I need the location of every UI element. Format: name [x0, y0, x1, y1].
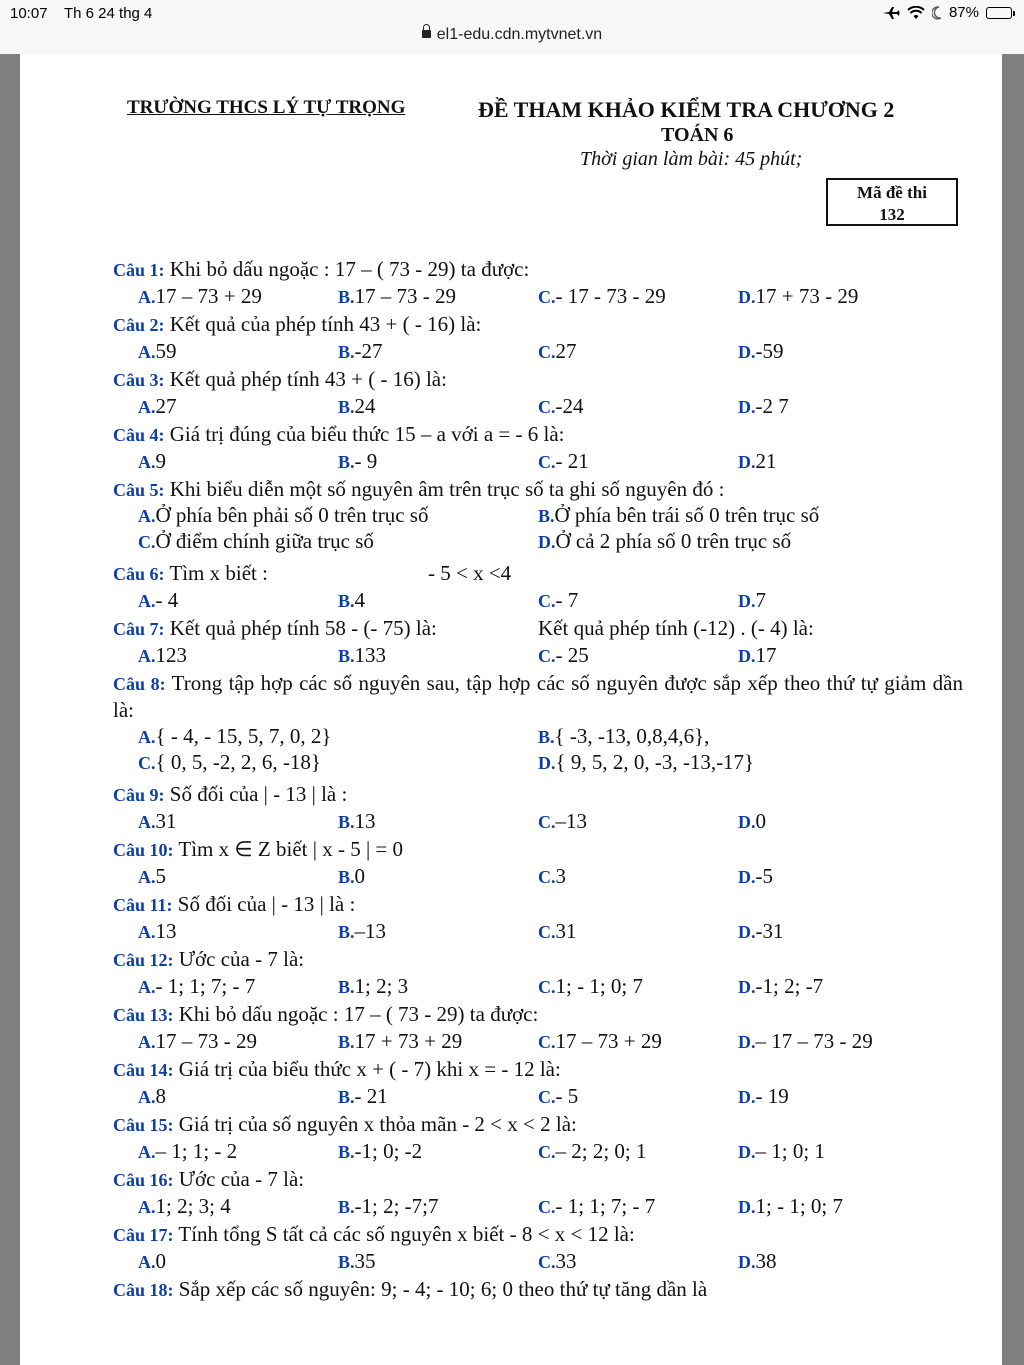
moon-icon: [932, 6, 942, 20]
option-d: D.– 1; 0; 1: [738, 1139, 825, 1163]
question-list: [113, 256, 973, 1302]
battery-percent: 87%: [948, 4, 979, 21]
option-d: D.17: [738, 643, 777, 667]
option-a: A.- 4: [138, 588, 179, 612]
option-b: B.4: [338, 588, 366, 612]
option-a: A.8: [138, 1084, 166, 1108]
question: [113, 670, 973, 781]
status-bar: [0, 0, 1024, 54]
question-text: Tìm x ∈ Z biết | x - 5 | = 0: [173, 837, 403, 861]
option-c: C.– 2; 2; 0; 1: [538, 1139, 647, 1163]
option-b: B.-27: [338, 339, 383, 363]
question-label: Câu 11:: [113, 895, 173, 915]
option-c: C.17 – 73 + 29: [538, 1029, 662, 1053]
question: [113, 1001, 973, 1056]
exam-code-label: Mã đề thi: [857, 183, 927, 202]
option-a: A.1; 2; 3; 4: [138, 1194, 231, 1218]
question-text: Kết quả phép tính 43 + ( - 16) là:: [164, 367, 447, 391]
option-d: D.-31: [738, 919, 784, 943]
status-date: Th 6 24 thg 4: [64, 5, 153, 22]
option-b: B.1; 2; 3: [338, 974, 409, 998]
option-a: A.– 1; 1; - 2: [138, 1139, 238, 1163]
question-text: Giá trị đúng của biểu thức 15 – a với a = - 6 là:: [164, 422, 565, 446]
battery-icon: [986, 7, 1012, 19]
option-d: D.-5: [738, 864, 773, 888]
question-label: Câu 5:: [113, 480, 165, 500]
question-label: Câu 12:: [113, 950, 174, 970]
question-text-2: Kết quả phép tính (-12) . (- 4) là:: [538, 616, 814, 640]
option-a: A.5: [138, 864, 166, 888]
option-c: C.27: [538, 339, 577, 363]
exam-subject: TOÁN 6: [661, 124, 734, 146]
question-text: Kết quả của phép tính 43 + ( - 16) là:: [164, 312, 482, 336]
question: [113, 836, 973, 891]
question: [113, 366, 973, 421]
option-c: C.3: [538, 864, 566, 888]
question: [113, 1166, 973, 1221]
option-c: C.- 1; 1; 7; - 7: [538, 1194, 656, 1218]
airplane-icon: [882, 6, 900, 20]
option-b: B.17 – 73 - 29: [338, 284, 457, 308]
question-label: Câu 15:: [113, 1115, 174, 1135]
question: [113, 946, 973, 1001]
question: [113, 476, 973, 560]
question-label: Câu 13:: [113, 1005, 174, 1025]
exam-code-box: [826, 178, 958, 226]
option-a: A.59: [138, 339, 177, 363]
option-c: C.-24: [538, 394, 584, 418]
question-text: Khi bỏ dấu ngoặc : 17 – ( 73 - 29) ta được:: [173, 1002, 539, 1026]
option-c: C.33: [538, 1249, 577, 1273]
question: [113, 1111, 973, 1166]
question: [113, 1056, 973, 1111]
address-bar[interactable]: [0, 26, 1024, 44]
status-time: 10:07: [10, 5, 48, 22]
question-label: Câu 18:: [113, 1280, 174, 1300]
question: [113, 1221, 973, 1276]
lock-icon: [422, 30, 431, 38]
question-label: Câu 8:: [113, 674, 166, 694]
option-c: C.- 17 - 73 - 29: [538, 284, 666, 308]
question-text: Khi biểu diễn một số nguyên âm trên trục số ta ghi số nguyên đó :: [164, 477, 725, 501]
question-text: Kết quả phép tính 58 - (- 75) là:: [164, 616, 437, 640]
option-c: C.- 21: [538, 449, 589, 473]
status-indicators: [882, 4, 1012, 21]
question: [113, 256, 973, 311]
wifi-icon: [907, 6, 925, 20]
option-a: A.- 1; 1; 7; - 7: [138, 974, 256, 998]
option-b: B.0: [338, 864, 366, 888]
option-c: C.1; - 1; 0; 7: [538, 974, 643, 998]
question-text: Giá trị của số nguyên x thỏa mãn - 2 < x < 2 là:: [173, 1112, 577, 1136]
question: [113, 560, 973, 615]
question-text: Trong tập hợp các số nguyên sau, tập hợp các số nguyên được sắp xếp theo thứ tự giảm dần là:: [113, 671, 963, 722]
option-d: D.– 17 – 73 - 29: [738, 1029, 873, 1053]
option-d: D.7: [738, 588, 766, 612]
document-page: [20, 54, 1002, 1365]
option-d: D.- 19: [738, 1084, 789, 1108]
option-b: B.-1; 0; -2: [338, 1139, 423, 1163]
school-name: TRƯỜNG THCS LÝ TỰ TRỌNG: [127, 97, 406, 118]
option-b: B.13: [338, 809, 376, 833]
option-d: D.{ 9, 5, 2, 0, -3, -13,-17}: [538, 750, 755, 774]
option-c: C.- 5: [538, 1084, 579, 1108]
option-d: D.-59: [738, 339, 784, 363]
question-text: Ước của - 7 là:: [173, 947, 305, 971]
option-a: A.13: [138, 919, 177, 943]
question-text: Sắp xếp các số nguyên: 9; - 4; - 10; 6; 0 theo thứ tự tăng dần là: [173, 1277, 708, 1301]
option-d: D.-2 7: [738, 394, 789, 418]
question-label: Câu 9:: [113, 785, 165, 805]
option-a: A.17 – 73 + 29: [138, 284, 262, 308]
question: [113, 311, 973, 366]
question-label: Câu 14:: [113, 1060, 174, 1080]
option-b: B.Ở phía bên trái số 0 trên trục số: [538, 503, 820, 527]
question-label: Câu 3:: [113, 370, 165, 390]
option-d: D.38: [738, 1249, 777, 1273]
option-c: C.31: [538, 919, 577, 943]
exam-title: ĐỀ THAM KHẢO KIỂM TRA CHƯƠNG 2: [478, 97, 895, 122]
question-text: Tìm x biết :: [164, 561, 268, 585]
question: [113, 1276, 973, 1302]
option-a: A.31: [138, 809, 177, 833]
option-d: D.-1; 2; -7: [738, 974, 824, 998]
option-a: A.27: [138, 394, 177, 418]
option-c: C.- 25: [538, 643, 589, 667]
question-text: Khi bỏ dấu ngoặc : 17 – ( 73 - 29) ta được:: [164, 257, 530, 281]
option-d: D.0: [738, 809, 766, 833]
option-b: B.17 + 73 + 29: [338, 1029, 463, 1053]
question-text: Số đối của | - 13 | là :: [164, 782, 348, 806]
option-b: B.–13: [338, 919, 387, 943]
option-d: D.1; - 1; 0; 7: [738, 1194, 843, 1218]
option-a: A.Ở phía bên phải số 0 trên trục số: [138, 503, 429, 527]
option-d: D.21: [738, 449, 777, 473]
question-label: Câu 17:: [113, 1225, 174, 1245]
option-b: B.{ -3, -13, 0,8,4,6},: [538, 724, 710, 748]
option-c: C.- 7: [538, 588, 579, 612]
option-a: A.123: [138, 643, 187, 667]
exam-duration: Thời gian làm bài: 45 phút;: [580, 148, 803, 170]
option-a: A.{ - 4, - 15, 5, 7, 0, 2}: [138, 724, 332, 748]
option-c: C.Ở điểm chính giữa trục số: [138, 529, 374, 553]
question-text: Ước của - 7 là:: [173, 1167, 305, 1191]
option-b: B.-1; 2; -7;7: [338, 1194, 439, 1218]
option-b: B.- 9: [338, 449, 378, 473]
question-label: Câu 4:: [113, 425, 165, 445]
question-label: Câu 16:: [113, 1170, 174, 1190]
option-c: C.–13: [538, 809, 587, 833]
option-b: B.- 21: [338, 1084, 388, 1108]
question-text: Giá trị của biểu thức x + ( - 7) khi x = - 12 là:: [173, 1057, 561, 1081]
option-b: B.24: [338, 394, 376, 418]
option-a: A.0: [138, 1249, 166, 1273]
question-label: Câu 6:: [113, 564, 165, 584]
question-condition: - 5 < x <4: [428, 561, 512, 585]
question-text: Số đối của | - 13 | là :: [172, 892, 356, 916]
exam-code: 132: [879, 205, 905, 224]
question-label: Câu 1:: [113, 260, 165, 280]
question-label: Câu 2:: [113, 315, 165, 335]
option-a: A.9: [138, 449, 166, 473]
question: [113, 615, 973, 670]
question: [113, 781, 973, 836]
option-d: D.17 + 73 - 29: [738, 284, 859, 308]
url-text: el1-edu.cdn.mytvnet.vn: [436, 26, 603, 43]
question: [113, 421, 973, 476]
option-a: A.17 – 73 - 29: [138, 1029, 257, 1053]
question-label: Câu 7:: [113, 619, 165, 639]
question: [113, 891, 973, 946]
question-label: Câu 10:: [113, 840, 174, 860]
option-b: B.133: [338, 643, 387, 667]
question-text: Tính tổng S tất cả các số nguyên x biết - 8 < x < 12 là:: [173, 1222, 635, 1246]
option-c: C.{ 0, 5, -2, 2, 6, -18}: [138, 750, 321, 774]
option-d: D.Ở cả 2 phía số 0 trên trục số: [538, 529, 792, 553]
option-b: B.35: [338, 1249, 376, 1273]
